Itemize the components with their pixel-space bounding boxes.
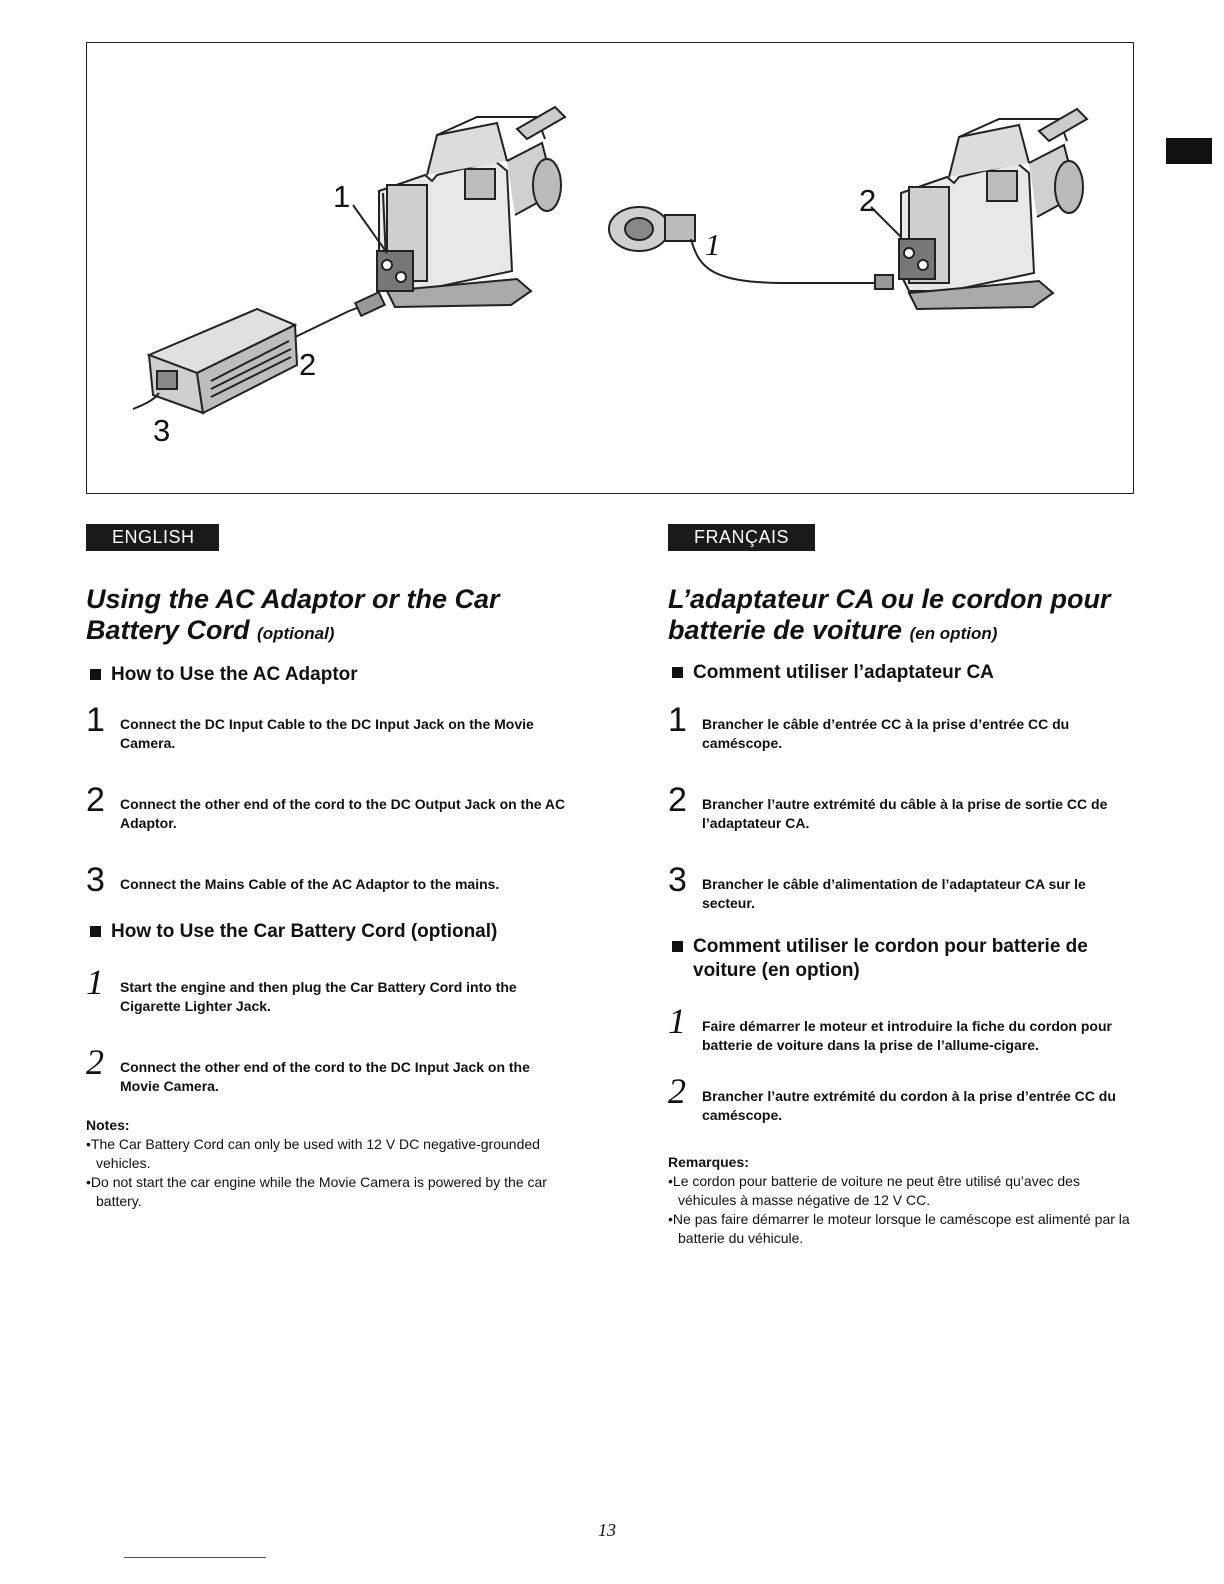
camcorder-left-drawing (377, 107, 565, 307)
french-column (668, 524, 1138, 1248)
cigarette-lighter-drawing (609, 207, 695, 251)
page-number: 13 (598, 1520, 616, 1540)
step-text: Connect the other end of the cord to the DC Output Jack on the AC Adaptor. (120, 796, 566, 831)
french-section-ac-heading (668, 661, 1138, 685)
step-text: Faire démarrer le moteur et introduire la fiche du cordon pour batterie de voiture dans la prise de l’allume-cigare. (702, 1018, 1112, 1053)
french-note-2: •Ne pas faire démarrer le moteur lorsque le caméscope est alimenté par la batterie du véhicule. (668, 1211, 1130, 1246)
step-text: Brancher l’autre extrémité du câble à la prise de sortie CC de l’adaptateur CA. (702, 796, 1108, 831)
french-car-step-1 (668, 1001, 1138, 1055)
step-text: Brancher le câble d’entrée CC à la prise d’entrée CC du caméscope. (702, 716, 1070, 751)
english-notes-heading: Notes: (86, 1117, 130, 1133)
square-bullet-icon (90, 669, 101, 680)
english-title-line-1: Using the AC Adaptor or the Car (86, 584, 500, 614)
step-number: 2 (86, 1042, 104, 1082)
callout-right-2: 2 (859, 183, 877, 218)
english-section-car-heading-text: How to Use the Car Battery Cord (optional) (111, 921, 498, 942)
callout-left-2: 2 (299, 347, 317, 382)
english-language-tag: ENGLISH (86, 524, 219, 551)
english-car-step-1 (86, 962, 566, 1016)
french-section-car-heading (668, 935, 1138, 983)
english-section-ac-heading-text: How to Use the AC Adaptor (111, 664, 358, 685)
square-bullet-icon (672, 941, 683, 952)
section-edge-tab (1166, 138, 1212, 164)
step-text: Brancher l’autre extrémité du cordon à la prise d’entrée CC du caméscope. (702, 1088, 1116, 1123)
french-title-line-2: batterie de voiture (668, 615, 903, 645)
step-number: 1 (668, 1001, 686, 1041)
english-note-2: •Do not start the car engine while the Movie Camera is powered by the car battery. (86, 1174, 547, 1209)
english-title-line-2: Battery Cord (86, 615, 250, 645)
french-title-optional: (en option) (909, 624, 998, 643)
step-text: Start the engine and then plug the Car Battery Cord into the Cigarette Lighter Jack. (120, 979, 517, 1014)
french-notes-heading: Remarques: (668, 1154, 749, 1170)
english-ac-step-2 (86, 781, 566, 833)
english-section-car-heading (86, 920, 566, 944)
callout-right-1: 1 (705, 227, 721, 262)
english-car-step-2 (86, 1042, 566, 1096)
step-number: 2 (668, 781, 687, 819)
step-text: Connect the Mains Cable of the AC Adaptor to the mains. (120, 876, 500, 892)
french-section-car-heading-text: Comment utiliser le cordon pour batterie de voiture (en option) (693, 936, 1088, 981)
step-text: Connect the other end of the cord to the DC Input Jack on the Movie Camera. (120, 1059, 530, 1094)
french-note-1: •Le cordon pour batterie de voiture ne peut être utilisé qu’avec des véhicules à masse négative de 12 V CC. (668, 1173, 1080, 1208)
step-number: 1 (86, 701, 105, 739)
square-bullet-icon (90, 926, 101, 937)
french-ac-step-1 (668, 701, 1138, 753)
english-title (86, 584, 566, 649)
french-ac-step-3 (668, 861, 1138, 913)
english-ac-step-3 (86, 861, 566, 899)
french-language-tag: FRANÇAIS (668, 524, 815, 551)
french-title-line-1: L’adaptateur CA ou le cordon pour (668, 584, 1111, 614)
step-number: 3 (86, 861, 105, 899)
step-text: Brancher le câble d’alimentation de l’adaptateur CA sur le secteur. (702, 876, 1086, 911)
step-number: 1 (668, 701, 687, 739)
footer-rule (124, 1557, 266, 1558)
french-car-step-2 (668, 1071, 1138, 1125)
english-title-optional: (optional) (257, 624, 335, 643)
step-number: 1 (86, 962, 104, 1002)
camcorder-right-drawing (899, 109, 1087, 309)
french-title (668, 584, 1138, 649)
english-ac-step-1 (86, 701, 566, 753)
callout-left-1: 1 (333, 179, 351, 214)
square-bullet-icon (672, 667, 683, 678)
english-section-ac-heading (86, 663, 566, 687)
french-section-ac-heading-text: Comment utiliser l’adaptateur CA (693, 662, 994, 683)
step-number: 2 (668, 1071, 686, 1111)
english-column (86, 524, 566, 1211)
step-text: Connect the DC Input Cable to the DC Input Jack on the Movie Camera. (120, 716, 534, 751)
step-number: 2 (86, 781, 105, 819)
connection-illustration (86, 42, 1134, 494)
french-ac-step-2 (668, 781, 1138, 833)
camera-connection-drawing (87, 43, 1133, 493)
ac-adaptor-drawing (133, 309, 297, 413)
step-number: 3 (668, 861, 687, 899)
callout-left-3: 3 (153, 413, 171, 448)
english-note-1: •The Car Battery Cord can only be used with 12 V DC negative-grounded vehicles. (86, 1136, 540, 1171)
